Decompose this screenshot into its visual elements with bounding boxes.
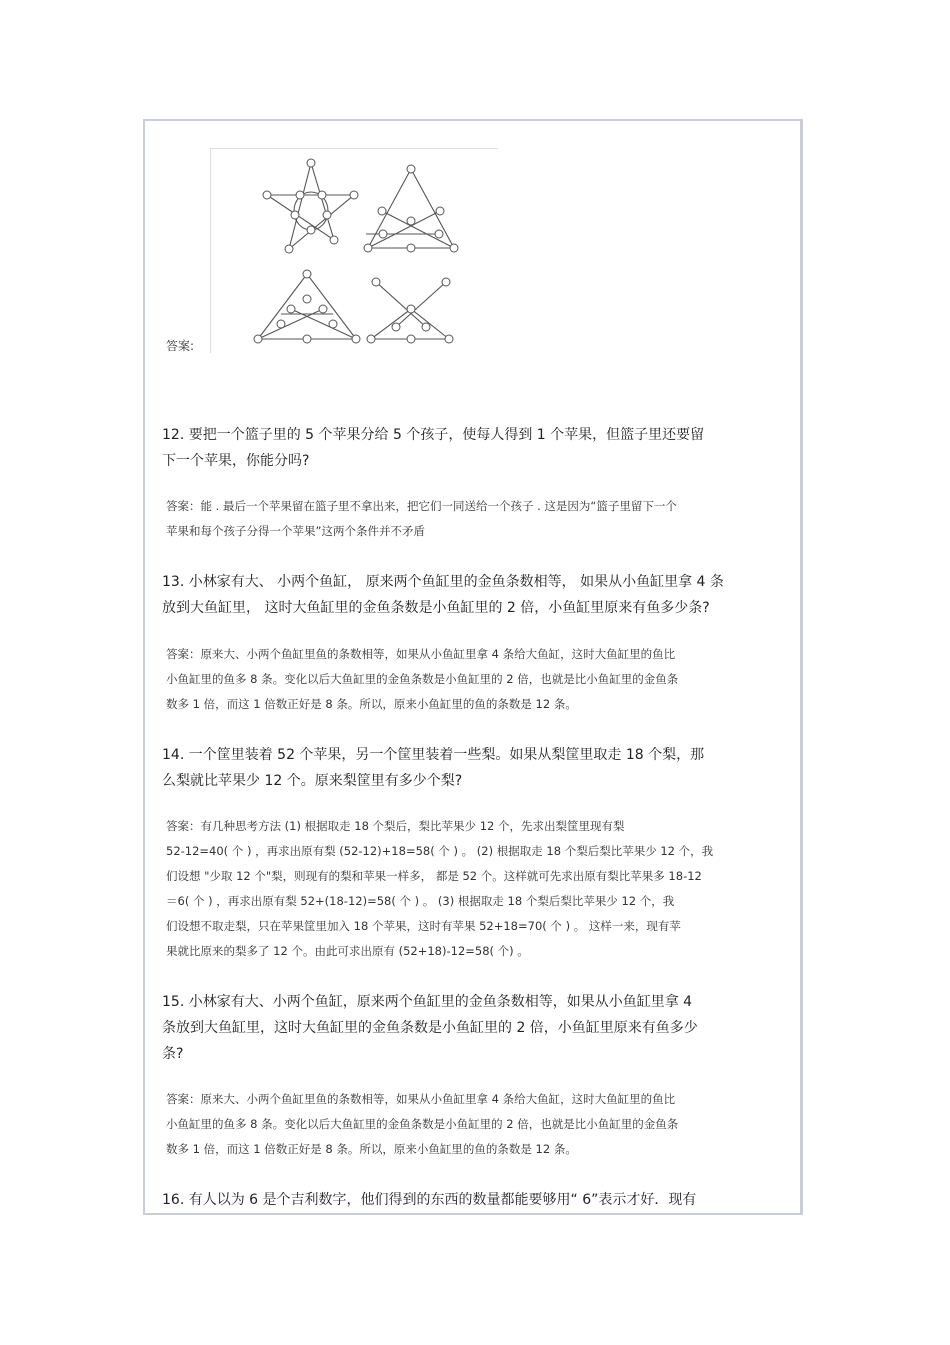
answer-12 [166, 494, 677, 544]
answer-line: 答案：能 . 最后一个苹果留在篮子里不拿出来，把它们一同送给一个孩子 . 这是因为“篮子里留下一个 [166, 499, 677, 513]
answer-line: 答案：有几种思考方法 (1) 根据取走 18 个梨后，梨比苹果少 12 个，先求出梨筐里现有梨 [166, 819, 625, 833]
question-16 [162, 1187, 696, 1213]
answer-14 [166, 814, 713, 964]
answer-figure [210, 148, 498, 353]
question-line: 么梨就比苹果少 12 个。原来梨筐里有多少个梨? [162, 773, 463, 789]
question-line: 下一个苹果，你能分吗? [162, 453, 310, 469]
answer-line: 52-12=40( 个 ) ，再求出原有梨 (52-12)+18=58( 个 ) 。 (2) 根据取走 18 个梨后梨比苹果少 12 个，我 [166, 844, 714, 858]
figure-answer-label: 答案: [166, 339, 195, 353]
answer-line: ＝6( 个 ) ，再求出原有梨 52+(18-12)=58( 个 ) 。 (3) 根据取走 18 个梨后梨比苹果少 12 个，我 [166, 894, 675, 908]
answer-line: 们设想不取走梨，只在苹果筐里加入 18 个苹果，这时有苹果 52+18=70( 个 ) 。 这样一来，现有苹 [166, 919, 681, 933]
question-line: 15. 小林家有大、小两个鱼缸，原来两个鱼缸里的金鱼条数相等，如果从小鱼缸里拿 4 [162, 994, 693, 1010]
answer-line: 们设想 "少取 12 个"梨，则现有的梨和苹果一样多， 都是 52 个。这样就可先求出原有梨比苹果多 18-12 [166, 869, 702, 883]
question-line: 条放到大鱼缸里，这时大鱼缸里的金鱼条数是小鱼缸里的 2 倍，小鱼缸里原来有鱼多少 [162, 1020, 698, 1036]
answer-line: 答案：原来大、小两个鱼缸里鱼的条数相等，如果从小鱼缸里拿 4 条给大鱼缸，这时大鱼缸里的鱼比 [166, 1092, 676, 1106]
answer-line: 果就比原来的梨多了 12 个。由此可求出原有 (52+18)-12=58( 个) 。 [166, 944, 529, 958]
question-line: 14. 一个筐里装着 52 个苹果，另一个筐里装着一些梨。如果从梨筐里取走 18 个梨，那 [162, 747, 705, 763]
answer-line: 数多 1 倍，而这 1 倍数正好是 8 条。所以，原来小鱼缸里的鱼的条数是 12 条。 [166, 1142, 577, 1156]
tree-arrangement-diagram [211, 149, 498, 353]
question-15 [162, 989, 698, 1067]
question-line: 放到大鱼缸里， 这时大鱼缸里的金鱼条数是小鱼缸里的 2 倍，小鱼缸里原来有鱼多少条? [162, 600, 710, 616]
answer-15 [166, 1087, 678, 1162]
answer-line: 小鱼缸里的鱼多 8 条。变化以后大鱼缸里的金鱼条数是小鱼缸里的 2 倍，也就是比小鱼缸里的金鱼条 [166, 1117, 679, 1131]
question-14 [162, 742, 704, 794]
question-line: 12. 要把一个篮子里的 5 个苹果分给 5 个孩子，使每人得到 1 个苹果，但篮子里还要留 [162, 427, 705, 443]
question-12 [162, 422, 704, 474]
question-line: 13. 小林家有大、 小两个鱼缸， 原来两个鱼缸里的金鱼条数相等， 如果从小鱼缸里拿 4 条 [162, 574, 724, 590]
answer-line: 小鱼缸里的鱼多 8 条。变化以后大鱼缸里的金鱼条数是小鱼缸里的 2 倍，也就是比小鱼缸里的金鱼条 [166, 672, 679, 686]
question-line: 条? [162, 1046, 184, 1062]
answer-line: 苹果和每个孩子分得一个苹果”这两个条件并不矛盾 [166, 524, 425, 538]
answer-13 [166, 642, 678, 717]
question-13 [162, 569, 724, 621]
answer-line: 答案：原来大、小两个鱼缸里鱼的条数相等，如果从小鱼缸里拿 4 条给大鱼缸，这时大鱼缸里的鱼比 [166, 647, 676, 661]
answer-line: 数多 1 倍，而这 1 倍数正好是 8 条。所以，原来小鱼缸里的鱼的条数是 12 条。 [166, 697, 577, 711]
question-line: 16. 有人以为 6 是个吉利数字，他们得到的东西的数量都能要够用“ 6”表示才好．现有 [162, 1192, 697, 1208]
